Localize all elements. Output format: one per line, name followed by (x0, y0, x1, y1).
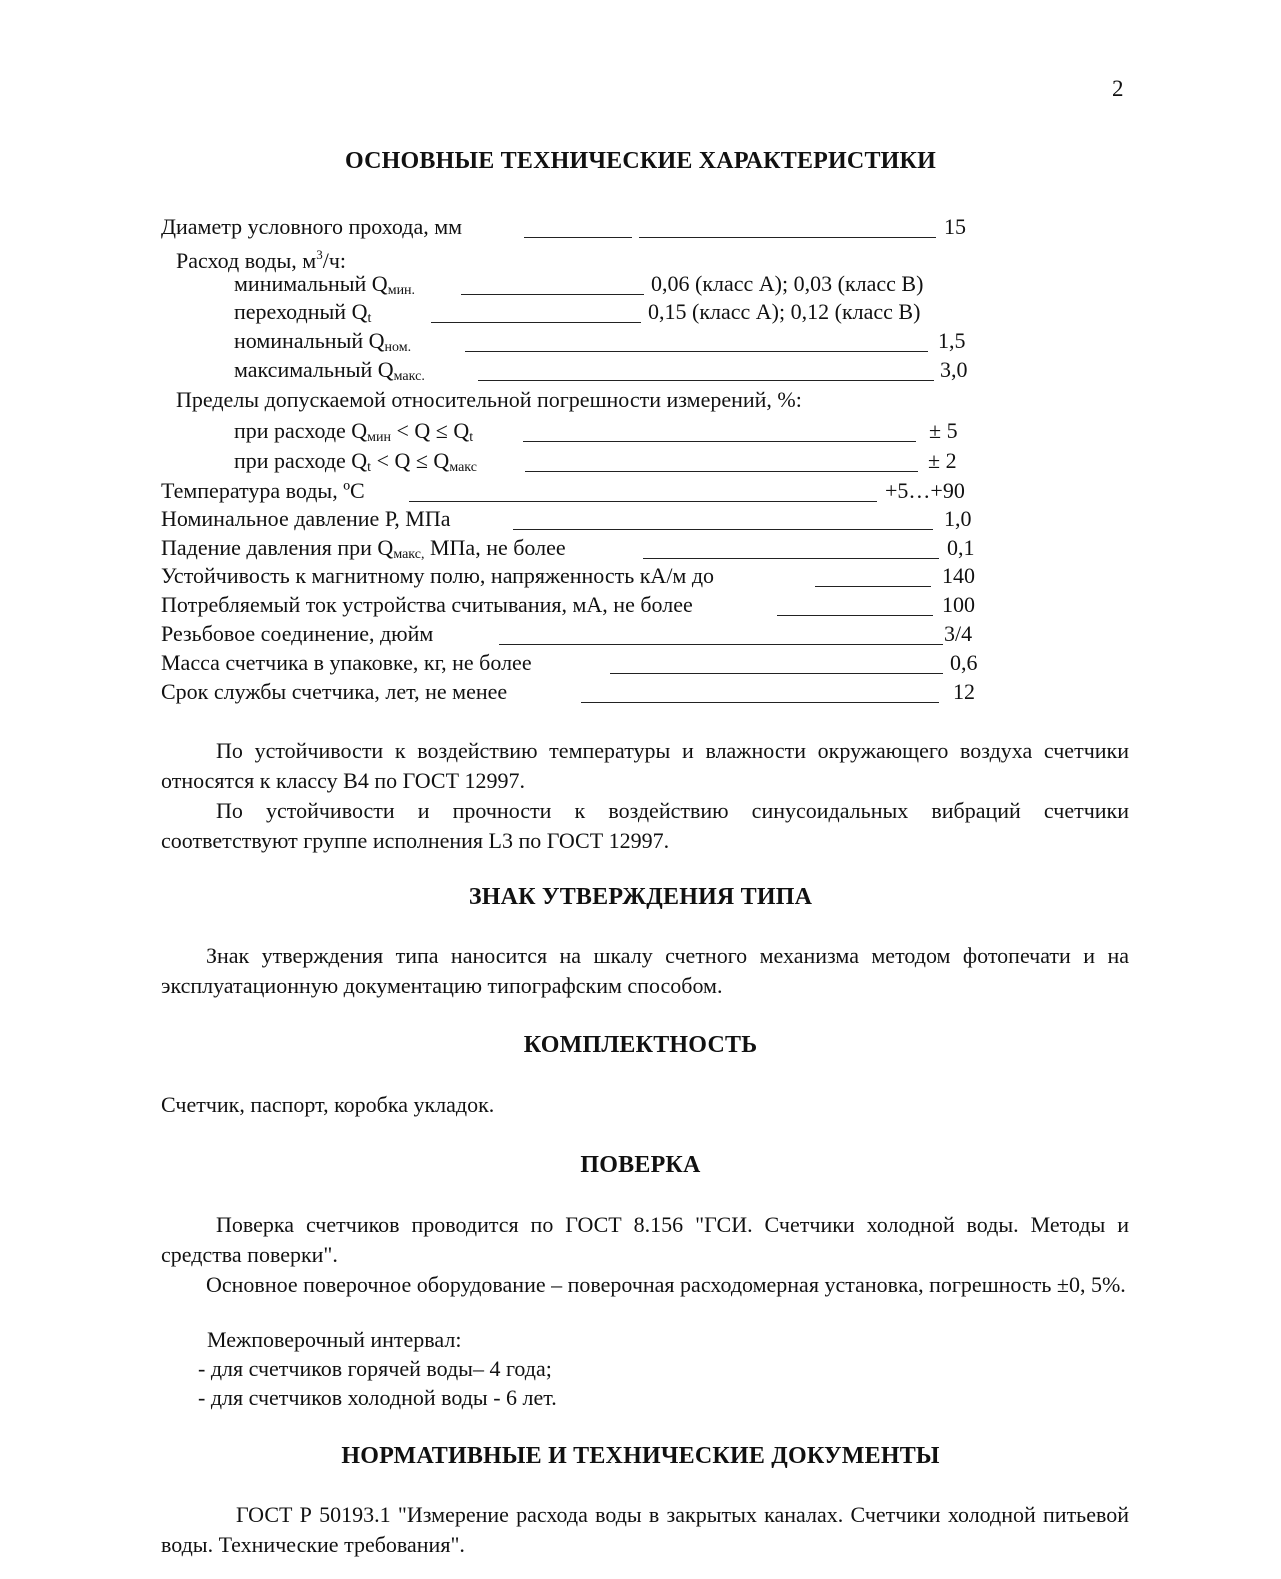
specs-title: ОСНОВНЫЕ ТЕХНИЧЕСКИЕ ХАРАКТЕРИСТИКИ (344, 148, 936, 174)
spec-mass (161, 649, 991, 677)
spec-pressure (161, 505, 981, 533)
spec-label: номинальный Q (234, 328, 385, 353)
spec-q-min (234, 270, 974, 298)
spec-error-header (176, 386, 916, 414)
spec-label: Диаметр условного прохода, мм (161, 214, 463, 239)
spec-value: 0,15 (класс А); 0,12 (класс В) (648, 299, 921, 324)
verification-paragraph: Поверка счетчиков проводится по ГОСТ 8.156 "ГСИ. Счетчики холодной воды. Методы и средства поверки". (161, 1212, 1129, 1267)
verification-paragraph: Основное поверочное оборудование – поверочная расходомерная установка, погрешность ±0, 5%. (206, 1272, 1126, 1297)
spec-sub: t (367, 311, 372, 326)
err-part: < Q ≤ Q (371, 448, 450, 473)
spec-temperature (161, 477, 981, 505)
spec-sub: мин. (387, 283, 416, 298)
spec-value: ± 5 (929, 418, 958, 443)
spec-label-tail: МПа, не более (424, 535, 566, 560)
err-part: < Q ≤ Q (391, 418, 470, 443)
approval-paragraph (161, 941, 1129, 1001)
approval-text: Знак утверждения типа наносится на шкалу счетного механизма методом фотопечати и на эксплуатационную документацию типографским способом. (161, 943, 1129, 998)
verification-title: ПОВЕРКА (580, 1152, 701, 1178)
spec-label: Масса счетчика в упаковке, кг, не более (161, 650, 532, 675)
spec-value: 3/4 (944, 621, 973, 646)
documents-paragraph (161, 1500, 1129, 1560)
climate-paragraph: По устойчивости к воздействию температуры и влажности окружающего воздуха счетчики относятся к классу В4 по ГОСТ 12997. (161, 738, 1129, 793)
spec-label: Срок службы счетчика, лет, не менее (161, 679, 508, 704)
spec-sub: макс. (393, 369, 425, 384)
documents-text: ГОСТ Р 50193.1 "Измерение расхода воды в закрытых каналах. Счетчики холодной питьевой воды. Технические требования". (161, 1502, 1129, 1557)
flow-header-text: Расход воды, м (176, 248, 317, 273)
interval-cold: - для счетчиков холодной воды - 6 лет. (198, 1385, 557, 1410)
spec-q-max (234, 356, 974, 384)
spec-label: переходный Q (234, 299, 368, 324)
spec-value: 1,0 (944, 506, 972, 531)
spec-diameter (161, 213, 981, 241)
spec-label: Резьбовое соединение, дюйм (161, 621, 434, 646)
interval-label: Межповерочный интервал: (207, 1327, 462, 1352)
approval-title: ЗНАК УТВЕРЖДЕНИЯ ТИПА (468, 884, 813, 910)
spec-thread (161, 620, 991, 648)
documents-title: НОРМАТИВНЫЕ И ТЕХНИЧЕСКИЕ ДОКУМЕНТЫ (341, 1443, 940, 1469)
spec-sub: ном. (384, 340, 412, 355)
spec-pressure-drop (161, 534, 981, 562)
spec-error-1 (234, 417, 974, 445)
error-header-text: Пределы допускаемой относительной погрешности измерений, %: (176, 387, 802, 412)
spec-label: минимальный Q (234, 271, 388, 296)
spec-magnetic (161, 562, 991, 590)
flow-header-tail: /ч: (322, 248, 346, 273)
err-part: при расходе Q (234, 448, 368, 473)
err-sub: макс (449, 460, 477, 475)
spec-q-nom (234, 327, 974, 355)
spec-label: максимальный Q (234, 357, 394, 382)
spec-value: 12 (953, 679, 975, 704)
spec-flow-header (176, 241, 576, 273)
flow-header-sup: 3 (316, 247, 323, 262)
spec-value: 140 (942, 563, 975, 588)
spec-value: 3,0 (940, 357, 968, 382)
err-sub: t (367, 460, 372, 475)
spec-value: 15 (944, 214, 966, 239)
spec-label: Номинальное давление Р, МПа (161, 506, 451, 531)
spec-lifetime (161, 678, 991, 706)
spec-value: 0,6 (950, 650, 978, 675)
completeness-title: КОМПЛЕКТНОСТЬ (523, 1032, 758, 1058)
spec-sub: макс, (393, 547, 425, 562)
spec-q-t (234, 298, 974, 326)
completeness-text: Счетчик, паспорт, коробка укладок. (161, 1092, 495, 1117)
verification-paragraphs (161, 1210, 1129, 1300)
spec-value: ± 2 (928, 448, 957, 473)
spec-label: Температура воды, ºС (161, 478, 365, 503)
spec-value: +5…+90 (885, 478, 965, 503)
spec-value: 0,1 (947, 535, 975, 560)
climate-paragraphs (161, 736, 1129, 856)
err-part: при расходе Q (234, 418, 368, 443)
spec-label: Падение давления при Q (161, 535, 394, 560)
spec-label: Устойчивость к магнитному полю, напряженность кА/м до (161, 563, 715, 588)
spec-current (161, 591, 991, 619)
spec-value: 0,06 (класс А); 0,03 (класс В) (651, 271, 924, 296)
spec-error-2 (234, 447, 974, 475)
spec-value: 100 (942, 592, 975, 617)
spec-value: 1,5 (938, 328, 966, 353)
spec-label: Потребляемый ток устройства считывания, мА, не более (161, 592, 693, 617)
err-sub: мин (367, 430, 392, 445)
err-sub: t (469, 430, 474, 445)
page-number: 2 (1112, 76, 1124, 101)
climate-paragraph: По устойчивости и прочности к воздействию синусоидальных вибраций счетчики соответствуют группе исполнения L3 по ГОСТ 12997. (161, 798, 1129, 853)
interval-hot: - для счетчиков горячей воды– 4 года; (198, 1356, 552, 1381)
